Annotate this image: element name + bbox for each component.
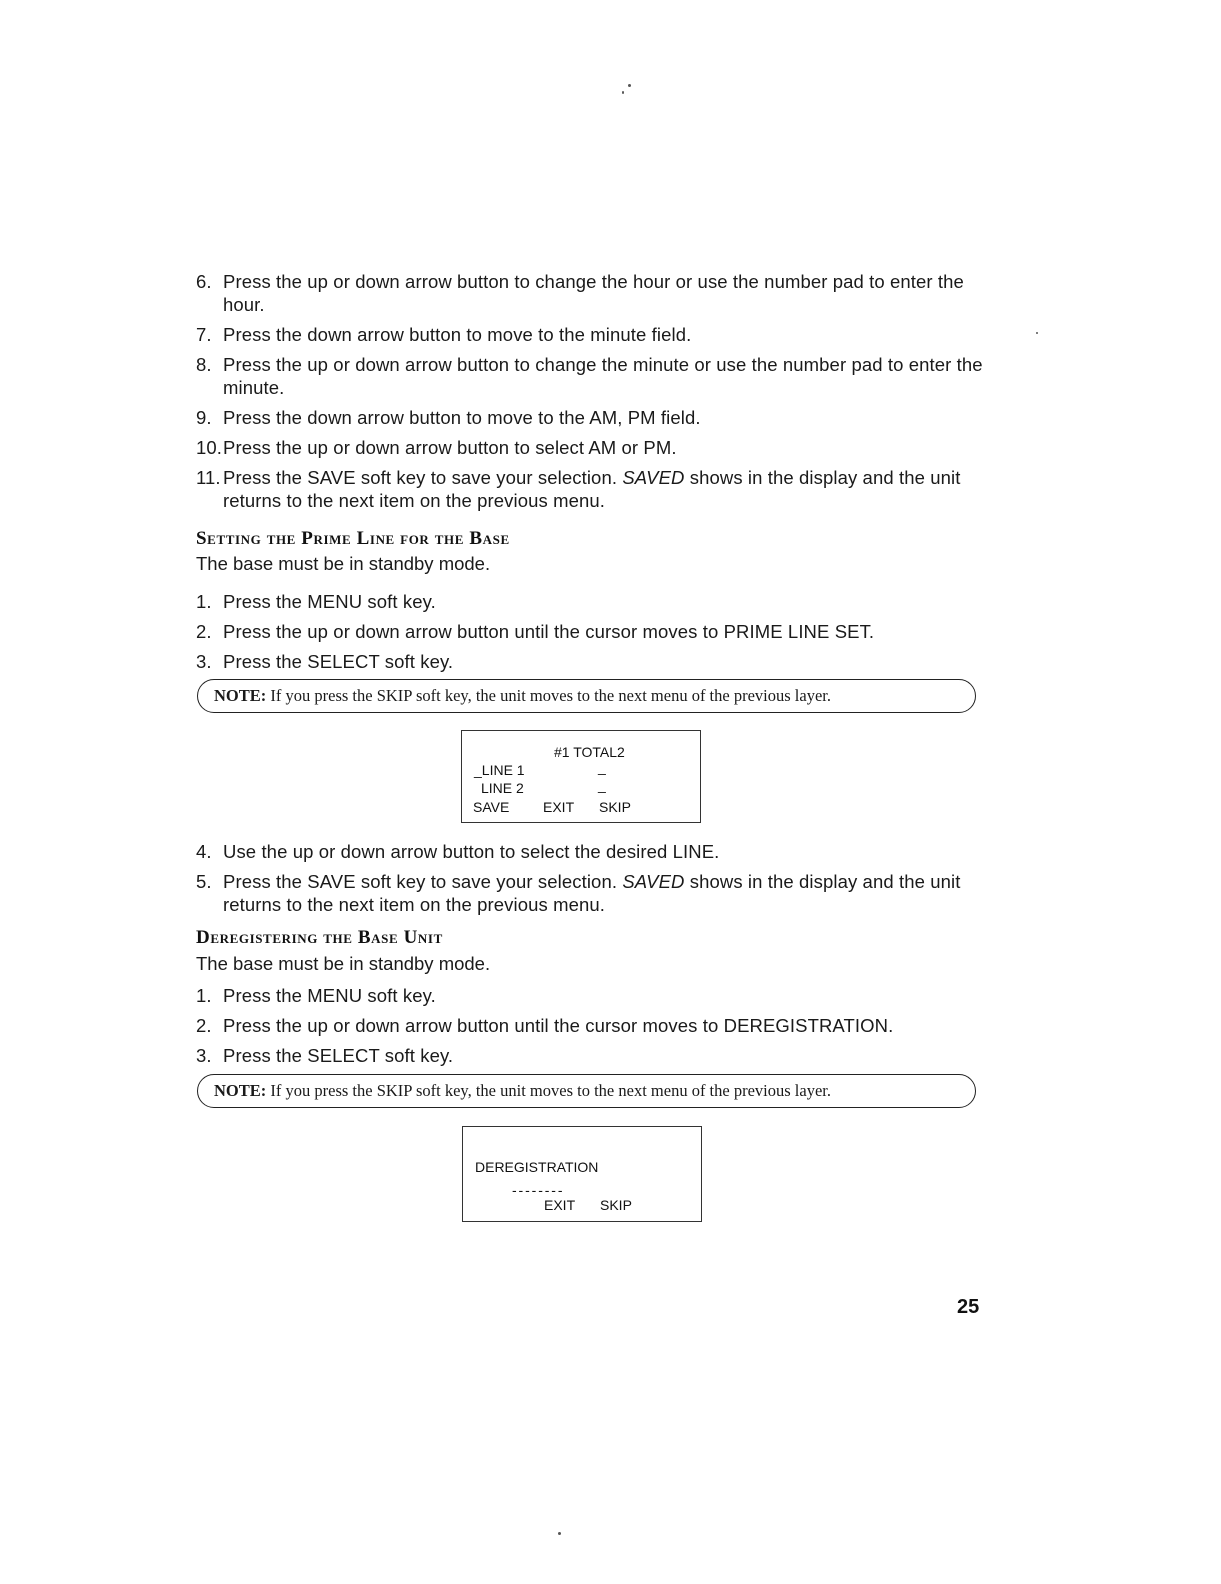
prime-step-2 <box>196 620 986 643</box>
note-text: If you press the SKIP soft key, the unit moves to the next menu of the previous layer. <box>266 686 831 705</box>
step-text: Press the SELECT soft key. <box>223 1045 454 1066</box>
step-text: Press the up or down arrow button until the cursor moves to PRIME LINE SET. <box>223 621 875 642</box>
step-11 <box>196 466 986 512</box>
section-intro-prime-line: The base must be in standby mode. <box>196 553 491 574</box>
saved-italic: SAVED <box>622 871 685 892</box>
dereg-step-2 <box>196 1014 986 1037</box>
lcd-cursor-mark-2: _ <box>598 777 606 793</box>
step-text: Press the MENU soft key. <box>223 985 436 1006</box>
section-heading-deregistering: Deregistering the Base Unit <box>196 927 443 948</box>
lcd-header: #1 TOTAL2 <box>554 744 625 760</box>
step-number: 9. <box>196 407 212 428</box>
note-text: If you press the SKIP soft key, the unit moves to the next menu of the previous layer. <box>266 1081 831 1100</box>
step-9 <box>196 406 986 429</box>
scan-speck <box>558 1532 561 1535</box>
section-heading-prime-line: Setting the Prime Line for the Base <box>196 528 510 549</box>
step-number: 8. <box>196 354 212 375</box>
dereg-step-1 <box>196 984 986 1007</box>
dereg-step-3 <box>196 1044 986 1067</box>
lcd-display-deregistration <box>462 1126 702 1222</box>
step-number: 7. <box>196 324 212 345</box>
step-number: 6. <box>196 271 212 292</box>
step-number: 4. <box>196 841 212 862</box>
steps-list-time <box>196 270 986 519</box>
lcd-softkey-skip: SKIP <box>600 1197 632 1213</box>
step-number: 2. <box>196 621 212 642</box>
step-number: 3. <box>196 651 212 672</box>
step-7 <box>196 323 986 346</box>
step-number: 1. <box>196 591 212 612</box>
section-intro-deregistering: The base must be in standby mode. <box>196 953 491 974</box>
step-6 <box>196 270 986 316</box>
step-text <box>223 466 986 512</box>
step-text <box>223 870 986 916</box>
scan-speck <box>1036 332 1038 334</box>
lcd-softkey-save: SAVE <box>473 799 510 815</box>
step-number: 5. <box>196 871 212 892</box>
note-box-prime-line <box>197 679 976 713</box>
lcd-softkey-exit: EXIT <box>544 1197 576 1213</box>
step-number: 1. <box>196 985 212 1006</box>
lcd-line-2: LINE 2 <box>481 780 524 796</box>
lcd-cursor-mark-1: _ <box>598 759 606 775</box>
step-10 <box>196 436 986 459</box>
steps-list-prime-line-after <box>196 840 986 923</box>
steps-list-prime-line <box>196 590 986 680</box>
step-text: Press the up or down arrow button to change the hour or use the number pad to enter the hour. <box>223 271 964 315</box>
prime-step-3 <box>196 650 986 673</box>
step-text: Press the up or down arrow button to change the minute or use the number pad to enter the minute. <box>223 354 983 398</box>
note-box-deregistering <box>197 1074 976 1108</box>
page-number: 25 <box>957 1296 980 1318</box>
step-number: 11. <box>196 467 221 488</box>
saved-italic: SAVED <box>622 467 685 488</box>
step-text-before: Press the SAVE soft key to save your selection. <box>223 467 623 488</box>
scan-speck <box>622 91 624 94</box>
step-text: Use the up or down arrow button to select the desired LINE. <box>223 841 720 862</box>
prime-step-5 <box>196 870 986 916</box>
scan-speck <box>628 84 631 87</box>
step-text-after: shows in the display and the unit returns to the next item on the previous menu. <box>223 871 961 915</box>
lcd-title: DEREGISTRATION <box>475 1159 599 1175</box>
step-text: Press the down arrow button to move to the AM, PM field. <box>223 407 701 428</box>
step-8 <box>196 353 986 399</box>
step-text: Press the SELECT soft key. <box>223 651 454 672</box>
note-label: NOTE: <box>214 1081 267 1100</box>
lcd-dashes: - - - - - - - - <box>512 1182 562 1198</box>
step-text: Press the up or down arrow button until the cursor moves to DEREGISTRATION. <box>223 1015 894 1036</box>
step-number: 3. <box>196 1045 212 1066</box>
step-number: 10. <box>196 437 223 458</box>
lcd-display-prime-line <box>461 730 701 823</box>
steps-list-deregistering <box>196 984 986 1074</box>
lcd-line-1: _LINE 1 <box>474 762 525 778</box>
step-text: Press the down arrow button to move to the minute field. <box>223 324 692 345</box>
step-text: Press the up or down arrow button to select AM or PM. <box>223 437 677 458</box>
prime-step-4 <box>196 840 986 863</box>
note-label: NOTE: <box>214 686 267 705</box>
lcd-softkey-exit: EXIT <box>543 799 575 815</box>
step-text: Press the MENU soft key. <box>223 591 436 612</box>
prime-step-1 <box>196 590 986 613</box>
lcd-softkey-skip: SKIP <box>599 799 631 815</box>
step-text-after: shows in the display and the unit returns to the next item on the previous menu. <box>223 467 961 511</box>
step-text-before: Press the SAVE soft key to save your selection. <box>223 871 623 892</box>
step-number: 2. <box>196 1015 212 1036</box>
